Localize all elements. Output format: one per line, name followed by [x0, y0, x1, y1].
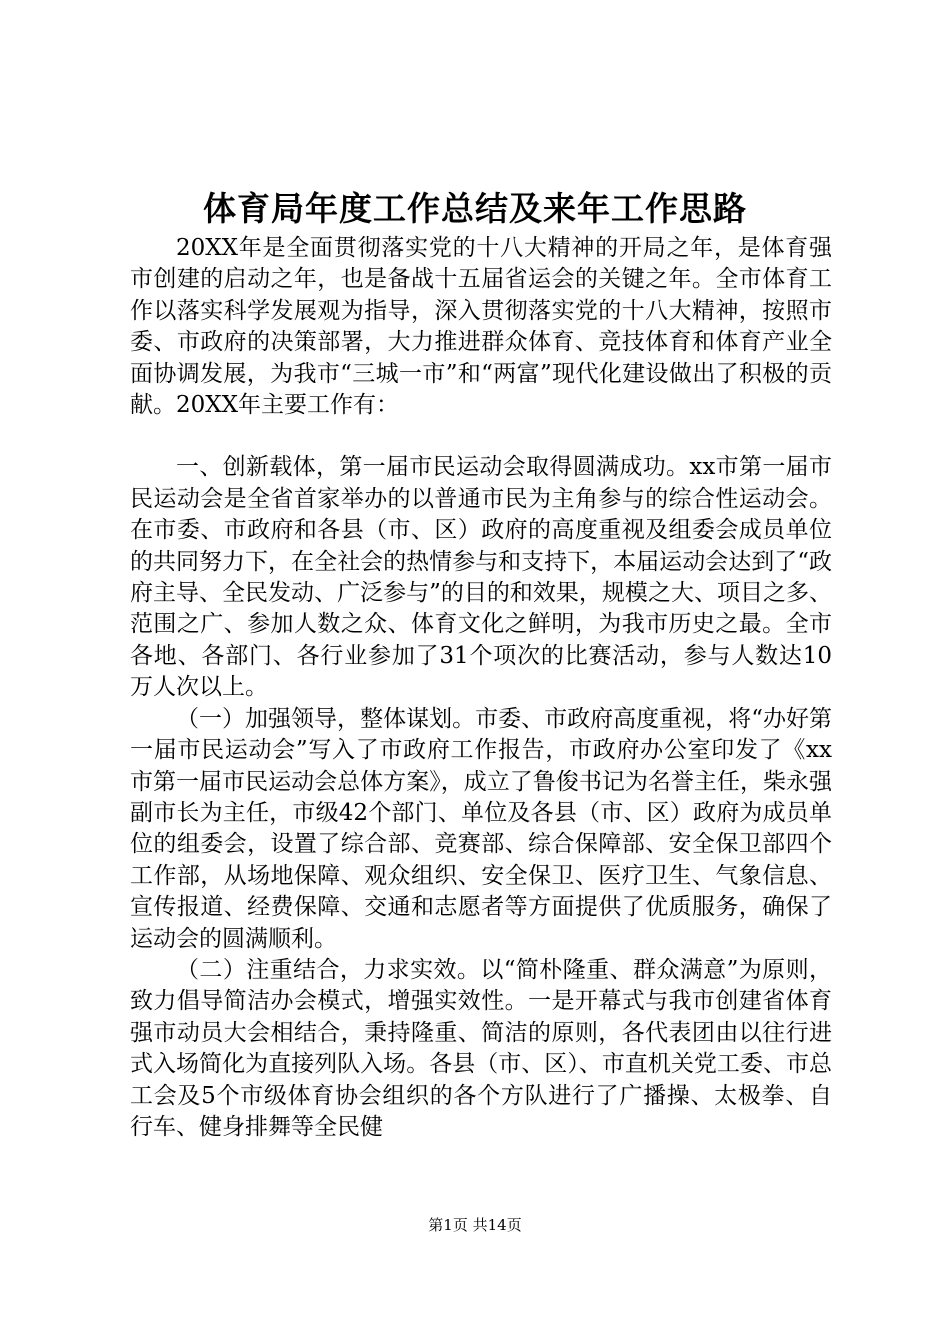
- subsection-one-paragraph: （一）加强领导，整体谋划。市委、市政府高度重视，将“办好第一届市民运动会”写入了市政府工作报告，市政府办公室印发了《xx市第一届市民运动会总体方案》，成立了鲁俊书记为名誉主任，柴永强副市长为主任，市级42个部门、单位及各县（市、区）政府为成员单位的组委会，设置了综合部、竞赛部、综合保障部、安全保卫部四个工作部，从场地保障、观众组织、安全保卫、医疗卫生、气象信息、宣传报道、经费保障、交通和志愿者等方面提供了优质服务，确保了运动会的圆满顺利。: [130, 705, 832, 952]
- section-one-paragraph: 一、创新载体，第一届市民运动会取得圆满成功。xx市第一届市民运动会是全省首家举办的以普通市民为主角参与的综合性运动会。在市委、市政府和各县（市、区）政府的高度重视及组委会成员单位的共同努力下，在全社会的热情参与和支持下，本届运动会达到了“政府主导、全民发动、广泛参与”的目的和效果，规模之大、项目之多、范围之广、参加人数之众、体育文化之鲜明，为我市历史之最。全市各地、各部门、各行业参加了31个项次的比赛活动，参与人数达10万人次以上。: [130, 454, 832, 701]
- subsection-two-paragraph: （二）注重结合，力求实效。以“简朴隆重、群众满意”为原则，致力倡导简洁办会模式，增强实效性。一是开幕式与我市创建省体育强市动员大会相结合，秉持隆重、简洁的原则，各代表团由以往行进式入场简化为直接列队入场。各县（市、区）、市直机关党工委、市总工会及5个市级体育协会组织的各个方队进行了广播操、太极拳、自行车、健身排舞等全民健: [130, 956, 832, 1140]
- document-body: [130, 233, 832, 1143]
- document-title: 体育局年度工作总结及来年工作思路: [203, 189, 747, 228]
- intro-paragraph: 20XX年是全面贯彻落实党的十八大精神的开局之年，是体育强市创建的启动之年，也是备战十五届省运会的关键之年。全市体育工作以落实科学发展观为指导，深入贯彻落实党的十八大精神，按照市委、市政府的决策部署，大力推进群众体育、竞技体育和体育产业全面协调发展，为我市“三城一市”和“两富”现代化建设做出了积极的贡献。20XX年主要工作有：: [130, 235, 832, 419]
- page-number-footer: 第1页 共14页: [428, 1216, 522, 1234]
